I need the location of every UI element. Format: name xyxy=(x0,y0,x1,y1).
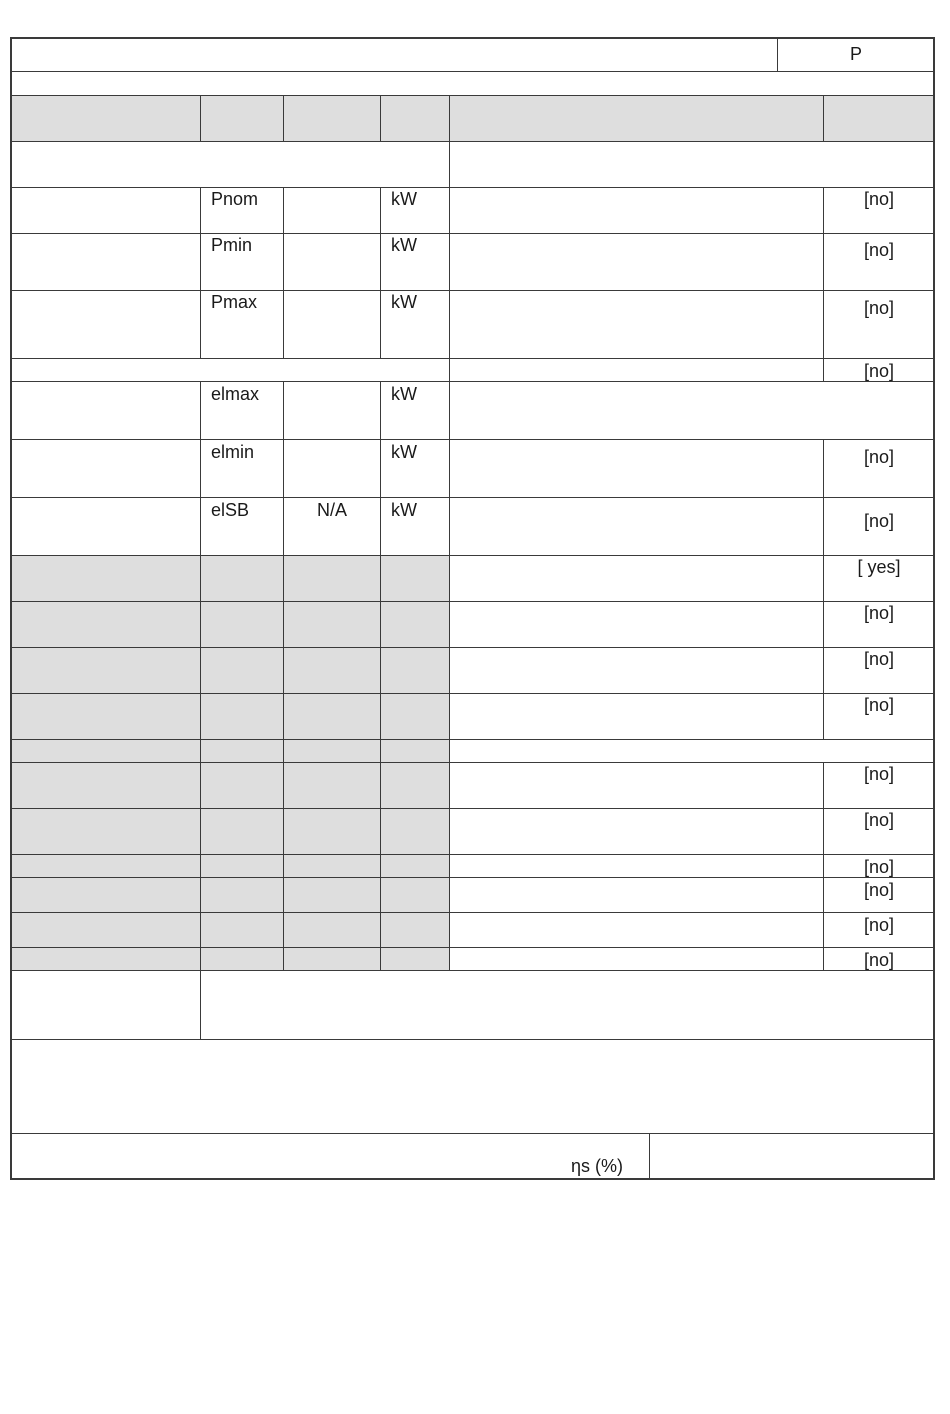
option-answer-8: [no] xyxy=(863,880,895,900)
unit-pmin: kW xyxy=(391,235,417,255)
option-answer-5: [no] xyxy=(863,764,895,784)
answer-pnom: [no] xyxy=(863,189,895,209)
symbol-elmin: elmin xyxy=(211,442,255,462)
symbol-pmax: Pmax xyxy=(211,292,258,312)
shaded-block xyxy=(11,556,450,971)
unit-elmin: kW xyxy=(391,442,417,462)
symbol-elsb: elSB xyxy=(211,500,250,520)
option-answer-2: [no] xyxy=(863,603,895,623)
table-header-row xyxy=(11,96,934,141)
option-answer-9: [no] xyxy=(863,915,895,935)
symbol-elmax: elmax xyxy=(211,384,260,404)
value-elsb: N/A xyxy=(316,500,347,520)
answer-elmin: [no] xyxy=(863,447,895,467)
answer-elsb: [no] xyxy=(863,511,895,531)
answer-pmax: [no] xyxy=(863,298,895,318)
option-answer-7: [no] xyxy=(863,857,895,877)
efficiency-label: ηs (%) xyxy=(571,1156,624,1176)
option-answer-6: [no] xyxy=(863,810,895,830)
unit-elsb: kW xyxy=(391,500,417,520)
answer-pmin: [no] xyxy=(863,240,895,260)
symbol-pmin: Pmin xyxy=(211,235,253,255)
symbol-pnom: Pnom xyxy=(211,189,259,209)
answer-row-4: [no] xyxy=(863,361,895,381)
unit-pnom: kW xyxy=(391,189,417,209)
option-answer-3: [no] xyxy=(863,649,895,669)
unit-elmax: kW xyxy=(391,384,417,404)
header-code: P xyxy=(849,44,862,64)
option-answer-10: [no] xyxy=(863,950,895,970)
option-answer-1: [ yes] xyxy=(857,557,901,577)
option-answer-4: [no] xyxy=(863,695,895,715)
unit-pmax: kW xyxy=(391,292,417,312)
